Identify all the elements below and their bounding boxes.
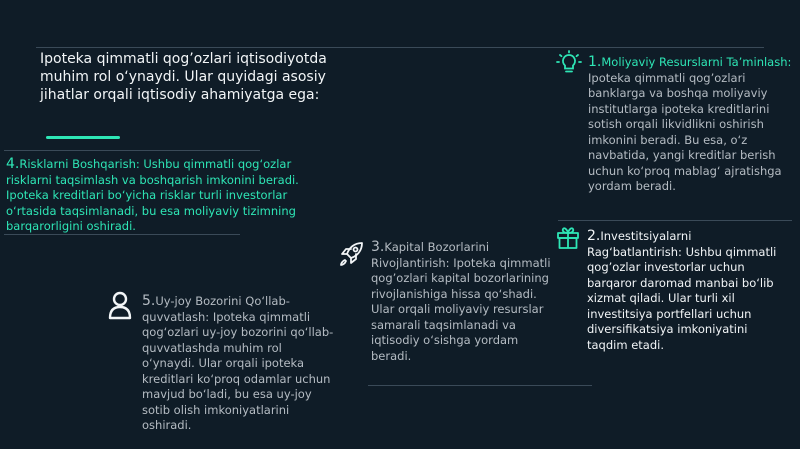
item-5-text: Ipoteka qimmatli qog‘ozlari uy-joy bozorini qo‘llab-quvvatlashda muhim rol o‘ynaydi. Ular orqali ipoteka kreditlari ko‘proq odamlar uchun mavjud bo‘ladi, bu esa uy-joy sotib olish imkoniyatlarini oshiradi. <box>142 309 334 432</box>
item-2-title: Investitsiyalarni Rag‘batlantirish: <box>587 229 692 259</box>
item-2 <box>587 229 787 353</box>
item-4-number: 4. <box>6 156 20 172</box>
divider-item4 <box>4 150 260 151</box>
top-divider <box>36 47 764 48</box>
item-1 <box>588 55 793 195</box>
accent-bar <box>46 136 120 139</box>
item-5-title: Uy-joy Bozorini Qo‘llab-quvvatlash: <box>142 294 290 324</box>
item-2-text: Ushbu qimmatli qog’ozlar investorlar uchun barqaror daromad manbai bo‘lib xizmat qiladi. Ular turli xil investitsiya portfellari uchun diversifikatsiya imkoniyatini taqdim etadi. <box>587 244 777 352</box>
rocket-icon <box>338 240 366 268</box>
lightbulb-icon <box>556 50 582 74</box>
item-1-title: Moliyaviy Resurslarni Ta’minlash: <box>601 55 792 69</box>
person-icon <box>107 290 133 320</box>
intro-text: Ipoteka qimmatli qog’ozlari iqtisodiyotda muhim rol o‘ynaydi. Ular quyidagi asosiy jihatlar orqali iqtisodiy ahamiyatga ega: <box>40 51 327 103</box>
item-4-title: Risklarni Boshqarish: <box>19 157 140 171</box>
item-1-number: 1. <box>588 54 602 70</box>
item-5-number: 5. <box>142 293 156 309</box>
gift-icon <box>556 224 580 250</box>
item-3-number: 3. <box>371 239 385 255</box>
item-1-text: Ipoteka qimmatli qog’ozlari banklarga va boshqa moliyaviy institutlarga ipoteka kreditlarini sotish orqali likvidlikni oshirish imkonini beradi. Bu esa, o‘z navbatida, yangi kreditlar berish uchun ko‘proq mablag‘ ajratishga yordam beradi. <box>588 70 782 193</box>
item-3 <box>371 240 551 364</box>
item-3-text: Ipoteka qimmatli qog’ozlari kapital bozorlarining rivojlanishiga hissa qo‘shadi. Ular orqali moliyaviy resurslar samarali taqsimlanadi va iqtisodiy o‘sishga yordam beradi. <box>371 255 551 363</box>
item-5 <box>142 294 334 434</box>
divider-item3-bottom <box>368 385 592 386</box>
divider-item2 <box>558 220 792 221</box>
item-4 <box>6 157 326 235</box>
item-4-text: Ushbu qimmatli qog‘ozlar risklarni taqsimlash va boshqarish imkonini beradi. Ipoteka kreditlari bo‘yicha risklar turli investorlar o‘rtasida taqsimlanadi, bu esa moliyaviy tizimning barqarorligini oshiradi. <box>6 157 299 233</box>
item-3-title: Kapital Bozorlarini Rivojlantirish: <box>371 240 490 270</box>
item-2-number: 2. <box>587 228 601 244</box>
